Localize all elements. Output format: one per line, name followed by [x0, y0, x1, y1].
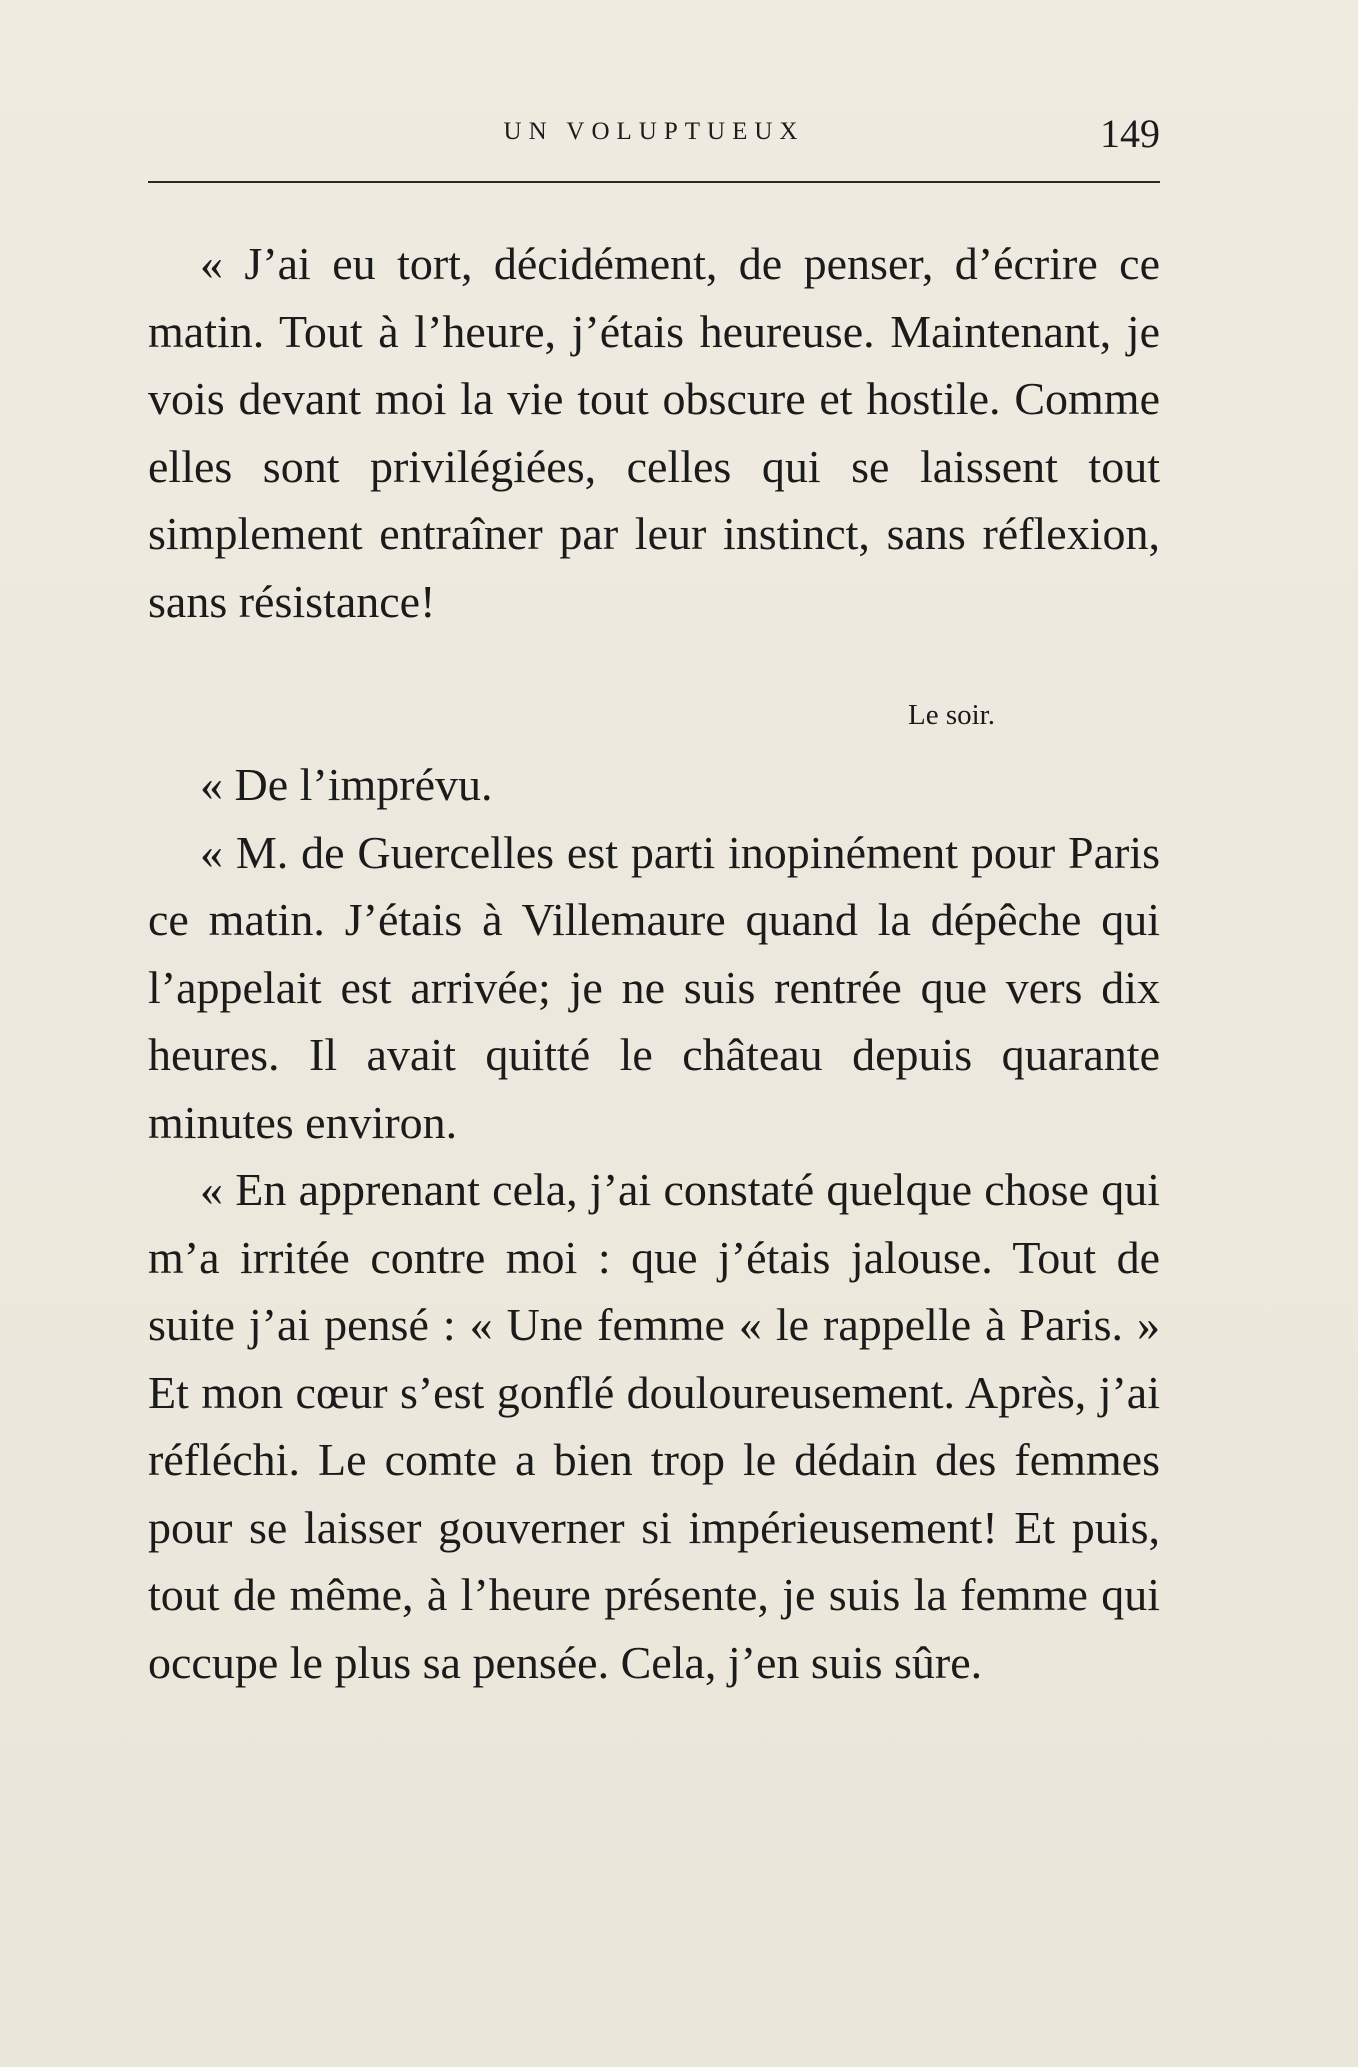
body-text [148, 230, 1160, 1696]
paragraph: « De l’imprévu. [200, 759, 493, 810]
page-number: 149 [1100, 111, 1160, 156]
page-header [148, 110, 1160, 160]
paragraph: « En apprenant cela, j’ai constaté quelque chose qui m’a irritée contre moi : que j’étais jalouse. Tout de suite j’ai pensé : « Une femme « le rappelle à Paris. » Et mon cœur s’est gonflé douloureusement. Après, j’ai réfléchi. Le comte a bien trop le dédain des femmes pour se laisser gouverner si impérieusement! Et puis, tout de même, à l’heure présente, je suis la femme qui occupe le plus sa pensée. Cela, j’en suis sûre. [148, 1164, 1160, 1688]
header-rule [148, 181, 1160, 183]
running-title: UN VOLUPTUEUX [503, 118, 805, 145]
paragraph: « J’ai eu tort, décidément, de penser, d’écrire ce matin. Tout à l’heure, j’étais heureuse. Maintenant, je vois devant moi la vie tout obscure et hostile. Comme elles sont privilégiées, celles qui se laissent tout simplement entraîner par leur instinct, sans réflexion, sans résistance! [148, 238, 1160, 627]
dateline: Le soir. [908, 699, 995, 731]
paragraph: « M. de Guercelles est parti inopinément pour Paris ce matin. J’étais à Villemaure quand la dépêche qui l’appelait est arrivée; je ne suis rentrée que vers dix heures. Il avait quitté le château depuis quarante minutes environ. [148, 826, 1160, 1148]
